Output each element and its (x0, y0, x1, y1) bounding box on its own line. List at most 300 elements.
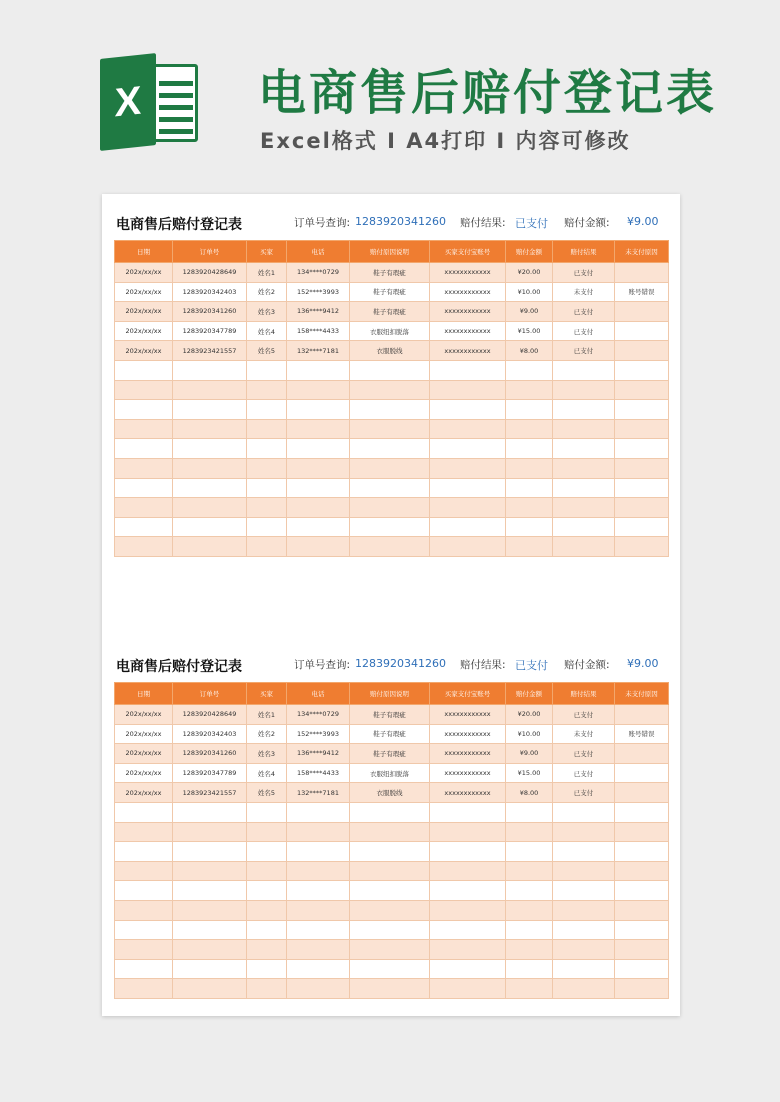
main-title: 电商售后赔付登记表 (258, 65, 718, 121)
table-cell[interactable] (553, 900, 615, 920)
table-cell[interactable]: 姓名5 (247, 341, 287, 361)
table-cell[interactable] (247, 979, 287, 999)
register-sheet-2 (114, 636, 668, 999)
table-cell[interactable] (615, 920, 669, 940)
table-cell[interactable] (430, 400, 506, 420)
table-cell[interactable] (430, 940, 506, 960)
table-cell[interactable]: 姓名3 (247, 302, 287, 322)
table-cell[interactable]: ¥9.00 (506, 744, 553, 764)
table-cell[interactable] (506, 842, 553, 862)
table-cell[interactable] (247, 861, 287, 881)
payout-result-value: 已支付 (515, 217, 548, 230)
table-cell[interactable]: ¥20.00 (506, 705, 553, 725)
table-cell[interactable]: 1283920347789 (173, 321, 247, 341)
order-query-value[interactable]: 1283920341260 (355, 657, 446, 670)
table-cell[interactable] (247, 439, 287, 459)
table-cell[interactable]: 姓名2 (247, 724, 287, 744)
table-cell[interactable] (506, 979, 553, 999)
table-cell[interactable] (615, 705, 669, 725)
table-cell[interactable] (615, 900, 669, 920)
table-cell[interactable] (553, 380, 615, 400)
table-cell[interactable]: ¥15.00 (506, 763, 553, 783)
table-cell[interactable] (247, 822, 287, 842)
table-row (115, 321, 669, 341)
table-cell[interactable]: 202x/xx/xx (115, 341, 173, 361)
table-cell[interactable] (615, 380, 669, 400)
column-header: 赔付原因说明 (350, 241, 430, 263)
payout-result-label: 赔付结果: (460, 659, 506, 671)
table-cell[interactable] (247, 458, 287, 478)
table-cell[interactable] (506, 380, 553, 400)
table-cell[interactable] (247, 940, 287, 960)
table-cell[interactable] (553, 861, 615, 881)
table-cell[interactable] (247, 517, 287, 537)
table-cell[interactable] (506, 400, 553, 420)
table-cell[interactable]: 姓名3 (247, 744, 287, 764)
table-cell[interactable] (506, 959, 553, 979)
table-cell[interactable] (350, 940, 430, 960)
table-cell[interactable]: 152****3993 (287, 282, 350, 302)
table-cell[interactable] (506, 439, 553, 459)
table-cell[interactable]: 已支付 (553, 783, 615, 803)
table-cell[interactable] (115, 842, 173, 862)
table-cell[interactable] (506, 360, 553, 380)
table-cell[interactable]: 鞋子有瑕疵 (350, 705, 430, 725)
table-cell[interactable] (553, 400, 615, 420)
table-cell[interactable] (287, 881, 350, 901)
table-cell[interactable] (350, 900, 430, 920)
table-cell[interactable] (247, 881, 287, 901)
payout-amount-label: 赔付金额: (564, 217, 610, 229)
table-cell[interactable] (350, 802, 430, 822)
table-cell[interactable]: 202x/xx/xx (115, 263, 173, 283)
table-cell[interactable]: 134****0729 (287, 705, 350, 725)
order-query-label: 订单号查询: (294, 659, 351, 671)
table-cell[interactable] (615, 360, 669, 380)
table-cell[interactable] (247, 920, 287, 940)
table-cell[interactable]: 鞋子有瑕疵 (350, 263, 430, 283)
table-cell[interactable] (287, 380, 350, 400)
table-cell[interactable] (115, 478, 173, 498)
table-cell[interactable]: 202x/xx/xx (115, 744, 173, 764)
table-cell[interactable] (615, 341, 669, 361)
table-cell[interactable] (553, 517, 615, 537)
table-header-row (115, 241, 669, 263)
table-cell[interactable] (173, 802, 247, 822)
table-cell[interactable] (115, 537, 173, 557)
table-cell[interactable] (173, 419, 247, 439)
table-cell[interactable] (553, 419, 615, 439)
table-cell[interactable] (115, 360, 173, 380)
payout-table (114, 240, 669, 557)
table-cell[interactable] (430, 842, 506, 862)
table-cell[interactable] (350, 478, 430, 498)
table-cell[interactable] (115, 439, 173, 459)
table-cell[interactable]: 姓名4 (247, 763, 287, 783)
table-row (115, 940, 669, 960)
table-cell[interactable] (247, 419, 287, 439)
table-cell[interactable] (350, 458, 430, 478)
table-cell[interactable] (615, 419, 669, 439)
table-cell[interactable] (115, 940, 173, 960)
table-cell[interactable] (430, 478, 506, 498)
table-cell[interactable] (287, 517, 350, 537)
table-cell[interactable] (173, 900, 247, 920)
table-cell[interactable] (506, 537, 553, 557)
table-cell[interactable]: ¥10.00 (506, 724, 553, 744)
table-cell[interactable] (287, 360, 350, 380)
table-cell[interactable] (430, 861, 506, 881)
table-cell[interactable] (115, 979, 173, 999)
column-header: 赔付结果 (553, 241, 615, 263)
table-cell[interactable]: 132****7181 (287, 341, 350, 361)
table-cell[interactable]: 136****9412 (287, 744, 350, 764)
paper-sheet (102, 194, 680, 1016)
table-cell[interactable]: 账号错误 (615, 724, 669, 744)
table-cell[interactable]: 136****9412 (287, 302, 350, 322)
table-cell[interactable]: ¥10.00 (506, 282, 553, 302)
table-cell[interactable] (350, 400, 430, 420)
table-cell[interactable] (350, 517, 430, 537)
table-cell[interactable]: 姓名5 (247, 783, 287, 803)
table-cell[interactable]: 202x/xx/xx (115, 724, 173, 744)
table-row (115, 842, 669, 862)
table-cell[interactable] (553, 979, 615, 999)
table-cell[interactable] (173, 517, 247, 537)
table-cell[interactable] (247, 959, 287, 979)
table-cell[interactable] (350, 979, 430, 999)
table-cell[interactable] (247, 400, 287, 420)
table-cell[interactable]: 202x/xx/xx (115, 302, 173, 322)
table-cell[interactable] (173, 400, 247, 420)
table-cell[interactable] (506, 920, 553, 940)
table-cell[interactable] (173, 360, 247, 380)
table-cell[interactable]: 1283923421557 (173, 783, 247, 803)
table-cell[interactable] (247, 900, 287, 920)
table-cell[interactable]: 账号错误 (615, 282, 669, 302)
table-cell[interactable] (553, 842, 615, 862)
column-header: 电话 (287, 241, 350, 263)
order-query-label: 订单号查询: (294, 217, 351, 229)
table-cell[interactable]: 姓名4 (247, 321, 287, 341)
table-cell[interactable]: 1283920341260 (173, 302, 247, 322)
table-cell[interactable] (615, 263, 669, 283)
table-cell[interactable] (287, 458, 350, 478)
table-cell[interactable] (615, 802, 669, 822)
table-cell[interactable] (173, 861, 247, 881)
table-cell[interactable]: xxxxxxxxxxxx (430, 263, 506, 283)
table-cell[interactable]: 已支付 (553, 263, 615, 283)
table-cell[interactable]: 152****3993 (287, 724, 350, 744)
table-cell[interactable] (615, 783, 669, 803)
table-cell[interactable] (350, 959, 430, 979)
table-cell[interactable] (173, 842, 247, 862)
table-row (115, 783, 669, 803)
table-cell[interactable] (115, 419, 173, 439)
table-cell[interactable]: ¥8.00 (506, 783, 553, 803)
table-cell[interactable] (247, 380, 287, 400)
table-cell[interactable] (173, 537, 247, 557)
table-cell[interactable] (506, 478, 553, 498)
table-cell[interactable] (553, 881, 615, 901)
table-cell[interactable] (247, 842, 287, 862)
table-cell[interactable] (350, 920, 430, 940)
table-cell[interactable] (173, 881, 247, 901)
table-cell[interactable] (287, 979, 350, 999)
table-cell[interactable] (615, 321, 669, 341)
table-cell[interactable] (115, 400, 173, 420)
table-cell[interactable]: 已支付 (553, 763, 615, 783)
table-cell[interactable]: 未支付 (553, 282, 615, 302)
table-cell[interactable]: 1283920428649 (173, 263, 247, 283)
table-cell[interactable]: xxxxxxxxxxxx (430, 763, 506, 783)
table-cell[interactable] (115, 881, 173, 901)
table-cell[interactable]: 已支付 (553, 321, 615, 341)
table-cell[interactable] (115, 380, 173, 400)
table-cell[interactable]: ¥9.00 (506, 302, 553, 322)
table-cell[interactable] (430, 439, 506, 459)
table-cell[interactable] (615, 881, 669, 901)
table-cell[interactable] (506, 900, 553, 920)
table-cell[interactable]: 202x/xx/xx (115, 321, 173, 341)
table-cell[interactable]: xxxxxxxxxxxx (430, 724, 506, 744)
table-cell[interactable] (287, 822, 350, 842)
table-cell[interactable]: 202x/xx/xx (115, 705, 173, 725)
table-cell[interactable] (553, 959, 615, 979)
table-cell[interactable]: 衣服纽扣脱落 (350, 321, 430, 341)
table-cell[interactable] (173, 940, 247, 960)
column-header: 买家支付宝账号 (430, 683, 506, 705)
table-cell[interactable] (615, 517, 669, 537)
table-cell[interactable]: 姓名1 (247, 705, 287, 725)
table-cell[interactable] (615, 537, 669, 557)
table-cell[interactable] (615, 861, 669, 881)
table-cell[interactable]: ¥8.00 (506, 341, 553, 361)
page-header (0, 0, 780, 180)
table-cell[interactable] (615, 302, 669, 322)
table-cell[interactable] (430, 900, 506, 920)
table-cell[interactable] (173, 979, 247, 999)
table-cell[interactable]: 202x/xx/xx (115, 282, 173, 302)
table-cell[interactable]: 158****4433 (287, 321, 350, 341)
table-cell[interactable] (553, 458, 615, 478)
table-cell[interactable]: 未支付 (553, 724, 615, 744)
table-cell[interactable] (247, 802, 287, 822)
table-cell[interactable]: 1283923421557 (173, 341, 247, 361)
table-cell[interactable] (615, 400, 669, 420)
table-cell[interactable] (247, 537, 287, 557)
table-cell[interactable] (615, 822, 669, 842)
table-cell[interactable]: 鞋子有瑕疵 (350, 302, 430, 322)
table-cell[interactable] (115, 802, 173, 822)
table-cell[interactable]: 已支付 (553, 341, 615, 361)
table-cell[interactable] (506, 498, 553, 518)
table-cell[interactable] (350, 842, 430, 862)
table-cell[interactable] (506, 458, 553, 478)
table-cell[interactable]: ¥15.00 (506, 321, 553, 341)
table-cell[interactable] (247, 360, 287, 380)
table-cell[interactable] (247, 498, 287, 518)
table-cell[interactable] (430, 498, 506, 518)
table-cell[interactable] (173, 380, 247, 400)
table-cell[interactable]: 202x/xx/xx (115, 763, 173, 783)
table-cell[interactable]: 衣服脱线 (350, 341, 430, 361)
table-cell[interactable] (615, 979, 669, 999)
table-cell[interactable]: 衣服纽扣脱落 (350, 763, 430, 783)
table-cell[interactable]: 鞋子有瑕疵 (350, 282, 430, 302)
table-cell[interactable] (350, 380, 430, 400)
table-cell[interactable] (615, 439, 669, 459)
table-cell[interactable] (173, 458, 247, 478)
table-cell[interactable] (553, 498, 615, 518)
table-cell[interactable] (615, 478, 669, 498)
table-cell[interactable] (287, 400, 350, 420)
table-cell[interactable] (553, 822, 615, 842)
table-cell[interactable] (287, 419, 350, 439)
table-cell[interactable]: 1283920347789 (173, 763, 247, 783)
table-cell[interactable] (173, 822, 247, 842)
table-cell[interactable]: 已支付 (553, 744, 615, 764)
table-cell[interactable] (287, 802, 350, 822)
table-cell[interactable] (553, 439, 615, 459)
table-cell[interactable] (615, 842, 669, 862)
table-cell[interactable] (430, 979, 506, 999)
table-cell[interactable]: 姓名1 (247, 263, 287, 283)
table-cell[interactable] (287, 920, 350, 940)
table-cell[interactable] (430, 537, 506, 557)
table-cell[interactable] (287, 959, 350, 979)
table-cell[interactable]: xxxxxxxxxxxx (430, 341, 506, 361)
table-cell[interactable]: 1283920342403 (173, 282, 247, 302)
table-cell[interactable]: 鞋子有瑕疵 (350, 744, 430, 764)
table-cell[interactable]: ¥20.00 (506, 263, 553, 283)
column-header: 买家 (247, 683, 287, 705)
table-cell[interactable]: 1283920428649 (173, 705, 247, 725)
table-cell[interactable]: xxxxxxxxxxxx (430, 705, 506, 725)
table-cell[interactable]: 134****0729 (287, 263, 350, 283)
table-cell[interactable]: xxxxxxxxxxxx (430, 783, 506, 803)
table-cell[interactable] (350, 537, 430, 557)
table-cell[interactable] (287, 940, 350, 960)
table-cell[interactable] (553, 478, 615, 498)
table-cell[interactable] (506, 881, 553, 901)
table-cell[interactable] (430, 920, 506, 940)
table-cell[interactable] (430, 822, 506, 842)
table-cell[interactable] (615, 744, 669, 764)
table-cell[interactable]: 132****7181 (287, 783, 350, 803)
column-header: 日期 (115, 683, 173, 705)
table-cell[interactable] (506, 419, 553, 439)
table-cell[interactable] (247, 478, 287, 498)
table-cell[interactable] (430, 959, 506, 979)
table-cell[interactable] (430, 517, 506, 537)
table-cell[interactable] (430, 380, 506, 400)
table-cell[interactable] (430, 419, 506, 439)
table-cell[interactable] (350, 439, 430, 459)
table-cell[interactable]: 202x/xx/xx (115, 783, 173, 803)
table-cell[interactable] (506, 940, 553, 960)
table-cell[interactable] (615, 498, 669, 518)
table-cell[interactable] (506, 802, 553, 822)
table-cell[interactable]: 鞋子有瑕疵 (350, 724, 430, 744)
table-cell[interactable] (173, 920, 247, 940)
table-cell[interactable]: xxxxxxxxxxxx (430, 744, 506, 764)
table-cell[interactable]: xxxxxxxxxxxx (430, 321, 506, 341)
column-header: 未支付原因 (615, 683, 669, 705)
table-cell[interactable] (615, 940, 669, 960)
table-cell[interactable] (287, 900, 350, 920)
order-query-value[interactable]: 1283920341260 (355, 215, 446, 228)
table-cell[interactable] (115, 517, 173, 537)
table-cell[interactable] (115, 498, 173, 518)
table-cell[interactable] (173, 498, 247, 518)
table-cell[interactable] (350, 822, 430, 842)
table-cell[interactable] (553, 920, 615, 940)
table-cell[interactable] (115, 861, 173, 881)
table-cell[interactable]: 已支付 (553, 705, 615, 725)
table-cell[interactable] (430, 802, 506, 822)
table-cell[interactable] (173, 478, 247, 498)
table-row (115, 380, 669, 400)
table-cell[interactable]: 1283920341260 (173, 744, 247, 764)
table-cell[interactable] (430, 881, 506, 901)
table-cell[interactable] (553, 940, 615, 960)
table-cell[interactable] (553, 802, 615, 822)
table-row (115, 920, 669, 940)
table-cell[interactable]: 158****4433 (287, 763, 350, 783)
table-cell[interactable]: 衣服脱线 (350, 783, 430, 803)
table-cell[interactable]: xxxxxxxxxxxx (430, 282, 506, 302)
table-cell[interactable] (115, 900, 173, 920)
table-cell[interactable]: 姓名2 (247, 282, 287, 302)
table-cell[interactable] (553, 360, 615, 380)
table-header-row (115, 683, 669, 705)
table-cell[interactable]: 1283920342403 (173, 724, 247, 744)
table-cell[interactable] (287, 478, 350, 498)
table-row (115, 979, 669, 999)
table-cell[interactable] (350, 881, 430, 901)
table-cell[interactable] (115, 822, 173, 842)
table-cell[interactable] (115, 920, 173, 940)
table-cell[interactable] (553, 537, 615, 557)
table-cell[interactable] (287, 439, 350, 459)
table-cell[interactable] (173, 959, 247, 979)
table-cell[interactable]: 已支付 (553, 302, 615, 322)
table-cell[interactable] (506, 517, 553, 537)
table-cell[interactable] (350, 861, 430, 881)
table-cell[interactable] (115, 959, 173, 979)
table-cell[interactable] (430, 458, 506, 478)
table-cell[interactable] (506, 861, 553, 881)
table-cell[interactable] (430, 360, 506, 380)
table-cell[interactable] (287, 842, 350, 862)
table-cell[interactable] (615, 763, 669, 783)
table-cell[interactable] (287, 537, 350, 557)
table-row (115, 282, 669, 302)
table-cell[interactable]: xxxxxxxxxxxx (430, 302, 506, 322)
table-cell[interactable] (173, 439, 247, 459)
table-cell[interactable] (287, 498, 350, 518)
table-cell[interactable] (115, 458, 173, 478)
table-cell[interactable] (615, 458, 669, 478)
table-cell[interactable] (350, 498, 430, 518)
column-header: 未支付原因 (615, 241, 669, 263)
table-cell[interactable] (506, 822, 553, 842)
table-cell[interactable] (615, 959, 669, 979)
table-cell[interactable] (350, 419, 430, 439)
table-cell[interactable] (350, 360, 430, 380)
table-cell[interactable] (287, 861, 350, 881)
